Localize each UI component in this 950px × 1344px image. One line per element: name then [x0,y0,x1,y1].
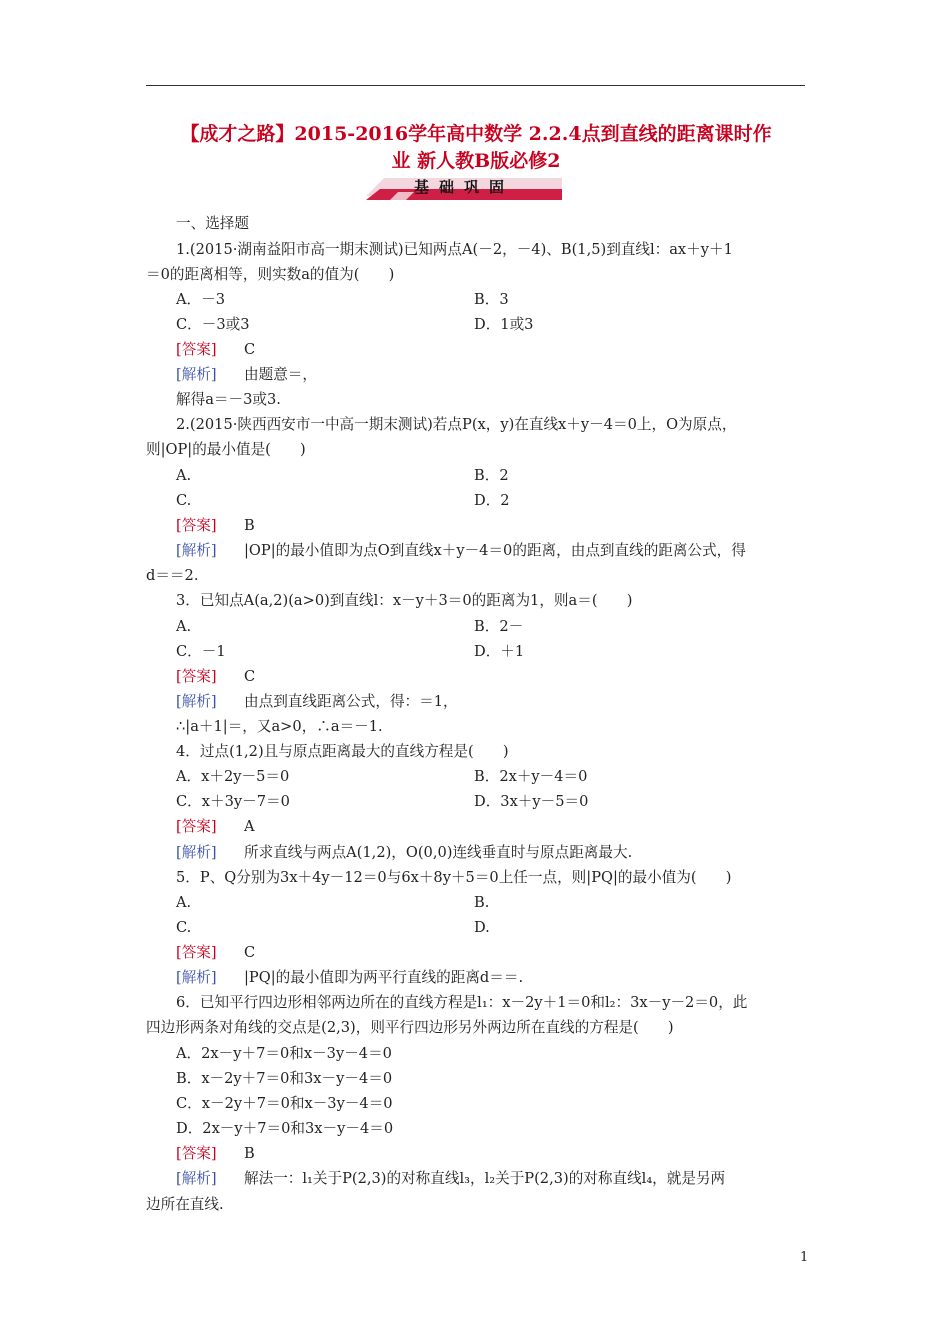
q3-answer: C [244,668,256,685]
q1-option-b: B．3 [474,291,509,308]
q4-answer-label: [答案] [176,818,217,835]
q1-option-d: D．1或3 [474,316,534,333]
q4-stem-line1: 4．过点(1,2)且与原点距离最大的直线方程是( ) [176,743,509,760]
banner-label: 基础巩固 [413,178,514,196]
q4-option-a: A．x＋2y－5＝0 [176,768,290,785]
q2-stem-line2: 则|OP|的最小值是( ) [146,441,306,458]
q3-option-a: A. [176,618,192,635]
q5-option-a: A. [176,894,192,911]
q3-analysis-label: [解析] [176,693,217,710]
q4-answer: A [244,818,255,835]
q6-option-c: C．x－2y＋7＝0和x－3y－4＝0 [176,1095,393,1112]
q4-option-d: D．3x＋y－5＝0 [474,793,589,810]
q2-option-b: B．2 [474,467,509,484]
q1-analysis-line2: 解得a＝－3或3. [176,391,281,408]
q2-answer-label: [答案] [176,517,217,534]
q1-option-c: C．－3或3 [176,316,250,333]
q6-analysis-line2: 边所在直线. [146,1196,224,1213]
q2-stem-line1: 2.(2015·陕西西安市一中高一期末测试)若点P(x，y)在直线x＋y－4＝0上，O为原点， [176,416,737,433]
q1-option-a: A．－3 [176,291,226,308]
q3-analysis-line1: 由点到直线距离公式，得：＝1， [244,693,458,710]
q1-answer: C [244,341,256,358]
q4-analysis-label: [解析] [176,844,217,861]
q2-analysis-label: [解析] [176,542,217,559]
q6-answer-label: [答案] [176,1145,217,1162]
q6-stem-line1: 6．已知平行四边形相邻两边所在的直线方程是l₁：x－2y＋1＝0和l₂：3x－y－2＝0，此 [176,994,748,1011]
q2-option-a: A. [176,467,192,484]
q3-analysis-line2: ∴|a＋1|＝，又a>0，∴a＝－1. [176,718,383,735]
q2-option-d: D．2 [474,492,510,509]
q5-answer: C [244,944,256,961]
q3-option-d: D．＋1 [474,643,525,660]
q5-analysis-line1: |PQ|的最小值即为两平行直线的距离d＝＝. [244,969,524,986]
q6-analysis-line1: 解法一：l₁关于P(2,3)的对称直线l₃，l₂关于P(2,3)的对称直线l₄，就是另两 [244,1170,726,1187]
q4-option-b: B．2x＋y－4＝0 [474,768,588,785]
q3-stem-line1: 3．已知点A(a,2)(a>0)到直线l：x－y＋3＝0的距离为1，则a＝( ) [176,592,633,609]
q5-option-b: B. [474,894,490,911]
q3-answer-label: [答案] [176,668,217,685]
q4-analysis-line1: 所求直线与两点A(1,2)，O(0,0)连线垂直时与原点距离最大. [244,844,633,861]
q5-option-d: D. [474,919,490,936]
q3-option-c: C．－1 [176,643,226,660]
q5-analysis-label: [解析] [176,969,217,986]
q1-stem-line2: ＝0的距离相等，则实数a的值为( ) [146,266,395,283]
q6-stem-line2: 四边形两条对角线的交点是(2,3)，则平行四边形另外两边所在直线的方程是( ) [146,1019,674,1036]
q6-answer: B [244,1145,255,1162]
page-number: 1 [800,1250,809,1265]
q6-analysis-label: [解析] [176,1170,217,1187]
q1-analysis-label: [解析] [176,366,217,383]
header-rule [146,85,805,86]
q5-answer-label: [答案] [176,944,217,961]
section-banner [366,176,562,200]
doc-title-line2: 业 新人教B版必修2 [391,150,561,172]
q6-option-b: B．x－2y＋7＝0和3x－y－4＝0 [176,1070,393,1087]
doc-title-line1: 【成才之路】2015-2016学年高中数学 2.2.4点到直线的距离课时作 [180,123,772,145]
q5-stem-line1: 5．P、Q分别为3x＋4y－12＝0与6x＋8y＋5＝0上任一点，则|PQ|的最小值为( ) [176,869,732,886]
q2-answer: B [244,517,255,534]
q6-option-d: D．2x－y＋7＝0和3x－y－4＝0 [176,1120,394,1137]
q3-option-b: B．2－ [474,618,524,635]
q5-option-c: C. [176,919,192,936]
q1-analysis-line1: 由题意＝， [244,366,317,383]
section-heading: 一、选择题 [176,215,249,232]
q2-analysis-line1: |OP|的最小值即为点O到直线x＋y－4＝0的距离，由点到直线的距离公式，得 [244,542,746,559]
q6-option-a: A．2x－y＋7＝0和x－3y－4＝0 [176,1045,392,1062]
q2-analysis-line2: d＝＝2. [146,567,199,584]
q4-option-c: C．x＋3y－7＝0 [176,793,290,810]
q1-answer-label: [答案] [176,341,217,358]
q2-option-c: C. [176,492,192,509]
q1-stem-line1: 1.(2015·湖南益阳市高一期末测试)已知两点A(－2，－4)、B(1,5)到直线l：ax＋y＋1 [176,241,733,258]
